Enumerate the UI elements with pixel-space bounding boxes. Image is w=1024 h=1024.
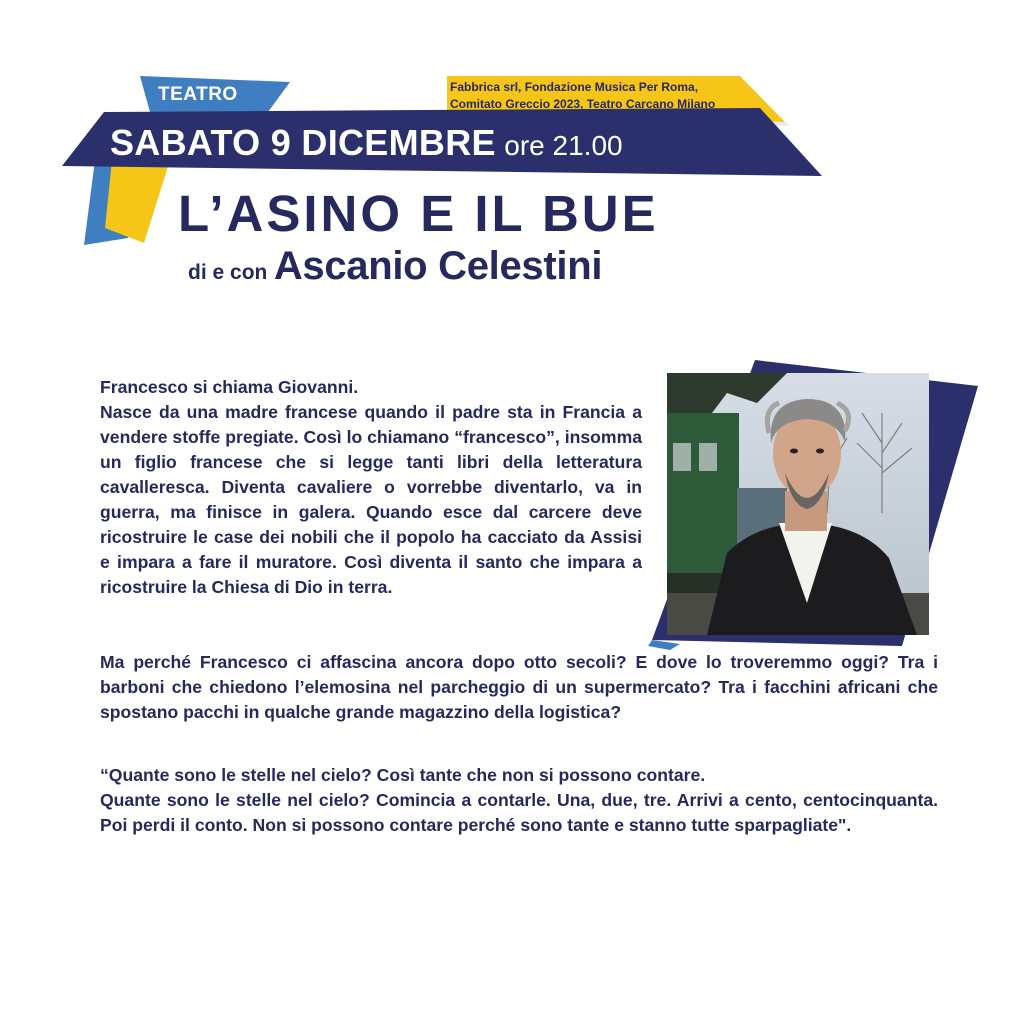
description-paragraph-2: Ma perché Francesco ci affascina ancora dopo otto secoli? E dove lo troveremmo oggi? Tra i barboni che chiedono l’elemosina nel parcheggio di un supermercato? Tra i facchini africani che spostano pacchi in qualche grande magazzino della logistica? — [100, 652, 938, 722]
description-line: Nasce da una madre francese quando il padre sta in Francia a vendere stoffe pregiate. Così lo chiamano “francesco”, insomma un figlio francese che si legge tanti libri della letteratura cavalleresca. Diventa cavaliere o vorrebbe diventarlo, va in guerra, ma finisce in galera. Quando esce dal carcere deve ricostruire le case dei nobili che il popolo ha cacciato da Assisi e impara a fare il muratore. Così diventa il santo che impara a ricostruire la Chiesa di Dio in terra. — [100, 402, 642, 597]
event-date: SABATO 9 DICEMBRE — [110, 122, 496, 163]
byline-prefix: di e con — [188, 261, 268, 284]
event-time: ore 21.00 — [504, 130, 623, 161]
event-datetime — [110, 122, 623, 164]
quote-line: “Quante sono le stelle nel cielo? Così tante che non si possono contare. — [100, 765, 706, 785]
left-yellow-ribbon — [105, 160, 170, 243]
description-line: Francesco si chiama Giovanni. — [100, 377, 359, 397]
producers-line: Fabbrica srl, Fondazione Musica Per Roma, — [450, 80, 699, 94]
author-name: Ascanio Celestini — [273, 244, 603, 288]
description-paragraph-1 — [100, 375, 642, 600]
portrait-photo — [667, 373, 929, 635]
category-label: TEATRO — [158, 84, 238, 105]
producers-line: Comitato Greccio 2023, Teatro Carcano Milano — [450, 97, 716, 111]
show-title: L’ASINO E IL BUE — [178, 185, 659, 242]
quote-block — [100, 763, 938, 838]
show-byline — [188, 244, 602, 289]
quote-line: Quante sono le stelle nel cielo? Comincia a contarle. Una, due, tre. Arrivi a cento, centocinquanta. Poi perdi il conto. Non si possono contare perché sono tante e stanno tutte sparpagliate". — [100, 790, 938, 835]
portrait-illustration — [667, 373, 929, 635]
producers-credit — [450, 79, 750, 113]
